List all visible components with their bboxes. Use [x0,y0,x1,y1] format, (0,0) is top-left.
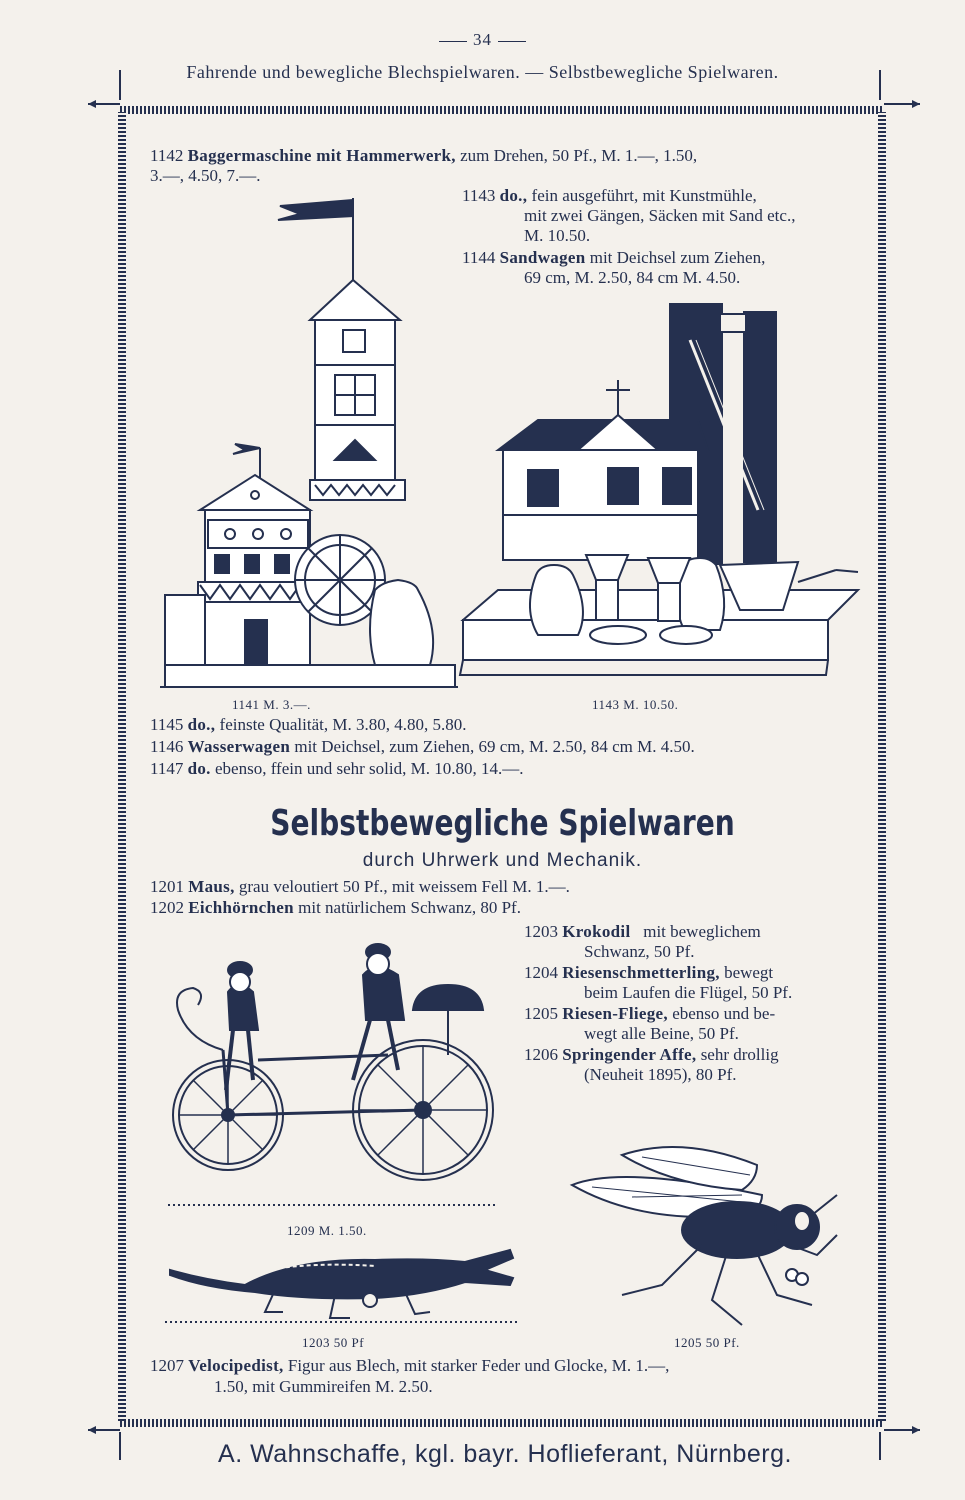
running-head: Fahrende und bewegliche Blechspielwaren. — Selbstbewegliche Spielwaren. [186,62,779,82]
velocipede-illustration [158,930,510,1220]
entry-1146: 1146 Wasserwagen mit Deichsel, zum Ziehen, 69 cm, M. 2.50, 84 cm M. 4.50. [150,737,695,756]
entry-1201: 1201 Maus, grau veloutiert 50 Pf., mit weissem Fell M. 1.—. [150,877,570,896]
caption-1143: 1143 M. 10.50. [592,697,679,712]
entry-1203: 1203 Krokodil mit beweglichem [524,922,761,941]
frame-border-left [118,112,126,1421]
fly-illustration [562,1135,852,1335]
entry-1145: 1145 do., feinste Qualität, M. 3.80, 4.80, 5.80. [150,715,467,734]
entry-1144: 1144 Sandwagen mit Deichsel zum Ziehen, [462,248,766,267]
entry-1143: 1143 do., fein ausgeführt, mit Kunstmühle, [462,186,757,205]
entry-1204: 1204 Riesenschmetterling, bewegt [524,963,774,982]
entry-1207-cont: 1.50, mit Gummireifen M. 2.50. [214,1377,433,1396]
entry-1206: 1206 Springender Affe, sehr drollig [524,1045,779,1064]
frame-border-top [120,106,884,114]
caption-1203: 1203 50 Pf [302,1335,365,1350]
entry-1142-cont: 3.—, 4.50, 7.—. [150,166,261,185]
frame-border-bottom [120,1419,884,1427]
entry-1203-cont: Schwanz, 50 Pf. [584,942,695,961]
hammer-mill-illustration [160,190,460,695]
entry-1207: 1207 Velocipedist, Figur aus Blech, mit starker Feder und Glocke, M. 1.—, [150,1356,670,1375]
caption-1209: 1209 M. 1.50. [287,1223,367,1238]
entry-1143-cont: mit zwei Gängen, Säcken mit Sand etc., [524,206,796,225]
entry-1206-cont: (Neuheit 1895), 80 Pf. [584,1065,737,1084]
mill-illustration [458,300,868,695]
entry-1144-cont: 69 cm, M. 2.50, 84 cm M. 4.50. [524,268,741,287]
caption-1141: 1141 M. 3.—. [232,697,311,712]
frame-border-right [878,112,886,1421]
publisher-footer: A. Wahnschaffe, kgl. bayr. Hoflieferant, Nürnberg. [218,1440,792,1468]
entry-1205-cont: wegt alle Beine, 50 Pf. [584,1024,739,1043]
entry-1143-cont2: M. 10.50. [524,226,591,245]
entry-1147: 1147 do. ebenso, ffein und sehr solid, M. 10.80, 14.—. [150,759,524,778]
section-title: Selbstbewegliche Spielwaren [270,803,735,844]
crocodile-illustration [165,1240,520,1325]
entry-1202: 1202 Eichhörnchen mit natürlichem Schwanz, 80 Pf. [150,898,521,917]
entry-1204-cont: beim Laufen die Flügel, 50 Pf. [584,983,793,1002]
entry-1205: 1205 Riesen-Fliege, ebenso und be- [524,1004,776,1023]
caption-1205: 1205 50 Pf. [674,1335,740,1350]
section-subtitle: durch Uhrwerk und Mechanik. [362,850,643,871]
entry-1142: 1142 Baggermaschine mit Hammerwerk, zum Drehen, 50 Pf., M. 1.—, 1.50, [150,146,698,165]
page-number: 34 [0,30,965,50]
